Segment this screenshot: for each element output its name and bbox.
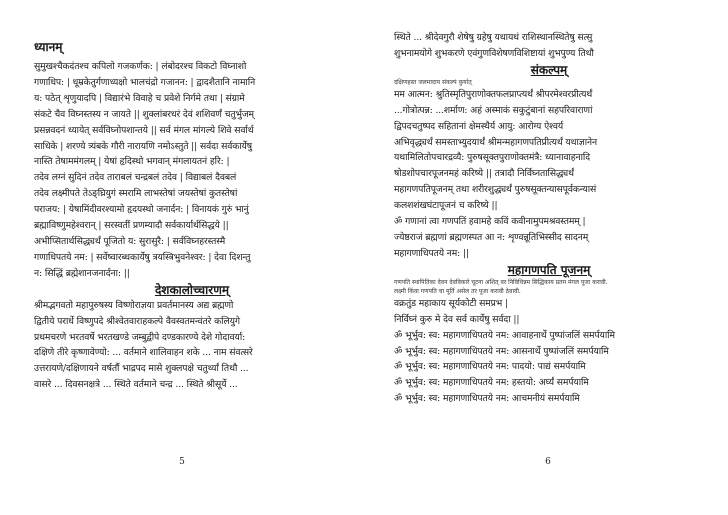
text-line: अभीप्सितार्थसिद्ध्यर्थं पूजितो य: सुरासुरै: | सर्वविघ्नहरस्तस्मै xyxy=(34,235,226,247)
text-line: श्रीमद्भगवतो महापुरुषस्य विष्णोराज्ञया प्रवर्तमानस्य अद्य ब्रह्मणो xyxy=(34,299,234,311)
text-line: द्वितीये परार्धे विष्णुपदे श्रीश्वेतवाराहकल्पे वैवस्वतमन्वंतरे कलियुगे xyxy=(34,315,240,327)
text-line: मम आत्मन: श्रुतिस्मृतिपुराणोक्तफलप्राप्त्यर्थं श्रीपरमेश्वरप्रीत्यर्थं xyxy=(394,88,593,100)
sankalpa-text xyxy=(394,87,704,262)
text-line: प्रसन्नवदनं ध्यायेत् सर्वविघ्नोपशान्तये || सर्व मंगल मांगल्ये शिवे सर्वार्थ xyxy=(34,124,254,136)
page-number: 5 xyxy=(179,457,185,467)
right-page xyxy=(364,0,728,515)
heading-dhyanam: ध्यानम् xyxy=(34,40,63,54)
text-line: ॐ भूर्भुव: स्व: महागणाधिपतये नम: आचमनीयं समर्पयामि xyxy=(394,393,580,405)
text-line: यथामिलितोपचारद्रव्यै: पुरुषसूक्तपुराणोक्तमंत्रै: ध्यानावाहनादि xyxy=(394,152,591,164)
text-line: ॐ भूर्भुव: स्व: महागणाधिपतये नम: हस्तयो: अर्घ्यं समर्पयामि xyxy=(394,377,589,389)
text-line: उत्तरायणे/दक्षिणायने वर्षर्तौ भाद्रपद मासे शुक्लपक्षे चतुर्थ्यां तिथौ ... xyxy=(34,363,249,375)
text-line: ज्येष्ठराजं ब्रह्मणां ब्रह्मणस्पत आ न: शृण्वन्नूतिभिस्सीद सादनम् xyxy=(394,231,589,243)
text-line: महागणाधिपतये नम: || xyxy=(394,247,469,259)
text-line: ॐ गणानां त्वा गणपतिं हवामहे कविं कवीनामुपमश्रवस्तमम् | xyxy=(394,216,586,228)
text-line: दक्षिणे तीरे कृष्णावेण्यो: ... वर्तमाने शालिवाहन शके ... नाम संवत्सरे xyxy=(34,347,253,359)
text-line: ॐ भूर्भुव: स्व: महागणाधिपतये नम: आसनार्थे पुष्पांजलिं समर्पयामि xyxy=(394,345,609,357)
text-line: प्रथमचरणे भरतवर्षे भरतखण्डे जम्बुद्वीपे दण्डकारण्ये देशे गोदावर्या: xyxy=(34,331,246,343)
text-line: गणाधिपतये नम: | सर्वेष्वारब्धकार्येषु त्रयस्त्रिभुवनेश्वर: | देवा दिशन्तु xyxy=(34,251,251,263)
text-line: निर्विघ्नं कुरु मे देव सर्व कार्येषु सर्वदा || xyxy=(394,313,520,325)
text-line: तदेव लक्ष्मीपते तेऽङ्घ्रियुगं स्मरामि लाभस्तेषां जयस्तेषां कुतस्तेषां xyxy=(34,188,238,200)
text-line: य: पठेत् शृणुयादपि | विद्यारंभे विवाहे च प्रवेशे निर्गमे तथा | संग्रामे xyxy=(34,92,245,104)
text-line: ...गोत्रोत्पन्न: ...शर्माण: अहं अस्माकं सकुटुंबानां सहपरिवाराणां xyxy=(394,104,593,116)
dhyanam-text xyxy=(34,59,350,282)
text-line: सुमुखश्चैकदंतश्च कपिलो गजकर्णक: | लंबोदरश्च विकटो विघ्नाशो xyxy=(34,61,247,72)
text-line: तदेव लग्नं सुदिनं तदेव ताराबलं चन्द्रबलं तदेव | विद्याबलं दैवबलं xyxy=(34,172,237,184)
text-line: गणाधिप: | धूम्रकेतुर्गणाध्यक्षो भालचंद्रो गजानन: | द्वादशैतानि नामानि xyxy=(34,76,256,88)
text-line: शुभनामयोगे शुभकरणे एवंगुणविशेषणविशिष्टायां शुभपुण्य तिथौ xyxy=(394,47,594,59)
text-line: महागणपतिपूजनम् तथा शरीरशुद्ध्यर्थं पुरुषसूक्तन्यासपूर्वकन्यासं xyxy=(394,184,597,196)
text-line: वक्रतुंड महाकाय सूर्यकोटी समप्रभ | xyxy=(394,297,508,309)
text-line: पराजय: | येषामिंदीवरश्यामो हृदयस्थो जनार्दन: | विनायकं गुरुं भानुं xyxy=(34,204,249,216)
text-line: नास्ति तेषाममंगलम् | येषां हृदिस्थो भगवान् मंगलायतनं हरि: | xyxy=(34,156,230,168)
deshkala-text xyxy=(34,298,350,393)
text-line: स्थिते ... श्रीदेवगुरौ शेषेषु ग्रहेषु यथायथं राशिस्थानस्थितेषु सत्सु xyxy=(394,32,593,43)
text-line: ब्रह्माविष्णुमहेश्वरान् | सरस्वतीं प्रणम्यादौ सर्वकार्यार्थसिद्धये || xyxy=(34,220,229,232)
intro-text xyxy=(394,30,704,62)
text-line: ॐ भूर्भुव: स्व: महागणाधिपतये नम: आवाहनार्थे पुष्पांजलिं समर्पयामि xyxy=(394,329,615,341)
text-line: षोडशोपचारपूजनमहं करिष्ये || तत्रादौ निर्विघ्नतासिद्ध्यर्थं xyxy=(394,168,574,180)
text-line: संकटे चैव विघ्नस्तस्य न जायते || शुक्लांबरधरं देवं शशिवर्णं चतुर्भुजम् xyxy=(34,108,254,120)
text-line: न: सिद्धिं ब्रह्मेशानजनार्दना: || xyxy=(34,267,130,279)
text-line: द्विपदचतुष्पद सहितानां क्षेमस्थैर्य आयु: आरोग्य ऐश्वर्य xyxy=(394,120,564,132)
text-line: अभिवृद्ध्यर्थं समस्ताभ्युदयार्थं श्रीमन्महागणपतिप्रीत्यर्थं यथाज्ञानेन xyxy=(394,136,597,148)
puja-notes xyxy=(394,278,704,296)
heading-deshkala: देशकालोच्चारणम् xyxy=(154,282,230,297)
puja-note: लक्ष्मी किंवा गणपति चा मूर्ति असेल तर पूजा करावी ठेवावी. xyxy=(394,287,521,295)
heading-mahaganapati: महागणपति पूजनम् xyxy=(507,262,591,277)
text-line: ॐ भूर्भुव: स्व: महागणाधिपतये नम: पादयो: पाद्यं समर्पयामि xyxy=(394,361,586,373)
text-line: वासरे ... दिवसनक्षत्रे ... स्थिते वर्तमाने चन्द्र ... स्थिते श्रीसूर्ये ... xyxy=(34,379,238,391)
page-number: 6 xyxy=(545,457,551,467)
heading-sankalpa: संकल्पम् xyxy=(530,62,568,77)
puja-note: गणपति स्थापितिका देवन देवविकारे चूटना अशित् वर निविधिन्नम सिद्धिकाय प्रतम मंगल पूजा करावी. xyxy=(394,278,608,286)
sankalpa-note: दक्षिणहस्त जलमादाय संकल्पं कुर्यात् xyxy=(394,78,472,86)
text-line: कलशशंखघंटापूजनं च करिष्ये || xyxy=(394,200,498,212)
text-line: साधिके | शरण्ये त्र्यंबके गौरी नारायणि नमोऽस्तुते || सर्वदा सर्वकार्येषु xyxy=(34,140,252,152)
puja-text xyxy=(394,296,704,407)
